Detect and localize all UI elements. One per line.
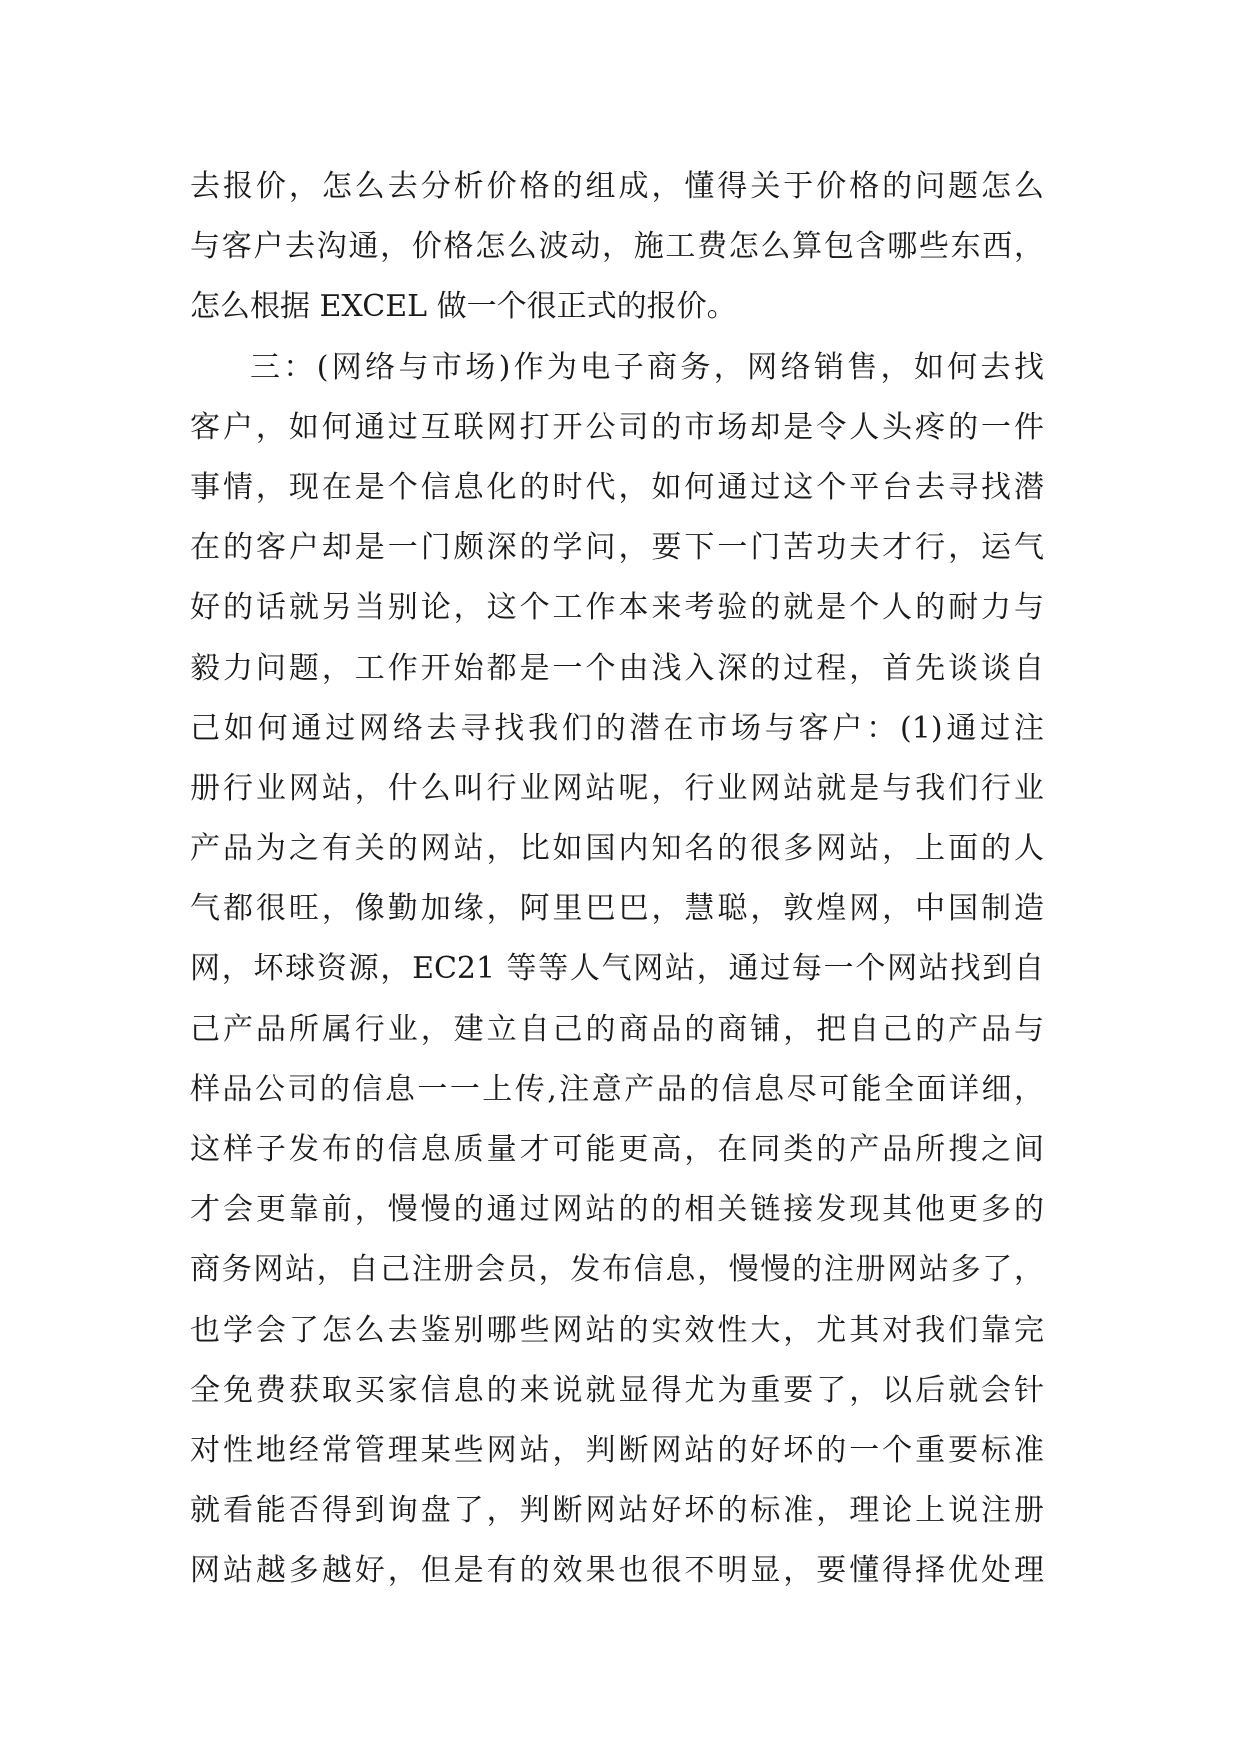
- text-line: 去报价，怎么去分析价格的组成，懂得关于价格的问题怎么: [190, 169, 1044, 204]
- text-line: [190, 1662, 1044, 1722]
- text-line: [190, 1602, 1044, 1662]
- text-line: 对性地经常管理某些网站，判断网站的好坏的一个重要标准: [190, 1432, 1044, 1468]
- document-body: [190, 157, 1044, 1722]
- text-line: 商务网站，自己注册会员，发布信息，慢慢的注册网站多了，: [190, 1252, 1044, 1288]
- text-line-indented: 三：(网络与市场)作为电子商务，网络销售，如何去找: [250, 349, 1044, 385]
- text-line: 样品公司的信息一一上传,注意产品的信息尽可能全面详细，: [190, 1071, 1044, 1107]
- text-line: 气都很旺，像勤加缘，阿里巴巴，慧聪，敦煌网，中国制造: [190, 891, 1044, 927]
- text-line: 册行业网站，什么叫行业网站呢，行业网站就是与我们行业: [190, 770, 1044, 806]
- text-line: 网，坏球资源，EC21 等等人气网站，通过每一个网站找到自: [190, 951, 1044, 987]
- text-line: 这样子发布的信息质量才可能更高，在同类的产品所搜之间: [190, 1132, 1044, 1167]
- text-line: 才会更靠前，慢慢的通过网站的的相关链接发现其他更多的: [190, 1192, 1044, 1228]
- text-line: 也学会了怎么去鉴别哪些网站的实效性大，尤其对我们靠完: [190, 1312, 1044, 1348]
- text-line: 好的话就另当别论，这个工作本来考验的就是个人的耐力与: [190, 590, 1044, 626]
- text-line: 产品为之有关的网站，比如国内知名的很多网站，上面的人: [190, 831, 1044, 867]
- text-line: 在的客户却是一门颇深的学问，要下一门苦功夫才行，运气: [190, 530, 1044, 566]
- text-line: 己产品所属行业，建立自己的商品的商铺，把自己的产品与: [190, 1011, 1044, 1047]
- paragraph-network-market: [190, 338, 1044, 1722]
- text-line: 就看能否得到询盘了，判断网站好坏的标准，理论上说注册: [190, 1493, 1044, 1529]
- text-line: 网站越多越好，但是有的效果也很不明显，要懂得择优处理: [190, 1553, 1044, 1589]
- text-line: 事情，现在是个信息化的时代，如何通过这个平台去寻找潜: [190, 469, 1044, 505]
- text-line: 己如何通过网络去寻找我们的潜在市场与客户：(1)通过注: [190, 710, 1044, 746]
- text-line: 怎么根据 EXCEL 做一个很正式的报价。: [190, 289, 737, 325]
- text-line: 客户，如何通过互联网打开公司的市场却是令人头疼的一件: [190, 409, 1044, 445]
- paragraph-pricing: [190, 157, 1044, 338]
- text-line: 与客户去沟通，价格怎么波动，施工费怎么算包含哪些东西，: [190, 229, 1044, 265]
- text-line: 毅力问题，工作开始都是一个由浅入深的过程，首先谈谈自: [190, 650, 1044, 686]
- text-line: 全免费获取买家信息的来说就显得尤为重要了，以后就会针: [190, 1372, 1044, 1408]
